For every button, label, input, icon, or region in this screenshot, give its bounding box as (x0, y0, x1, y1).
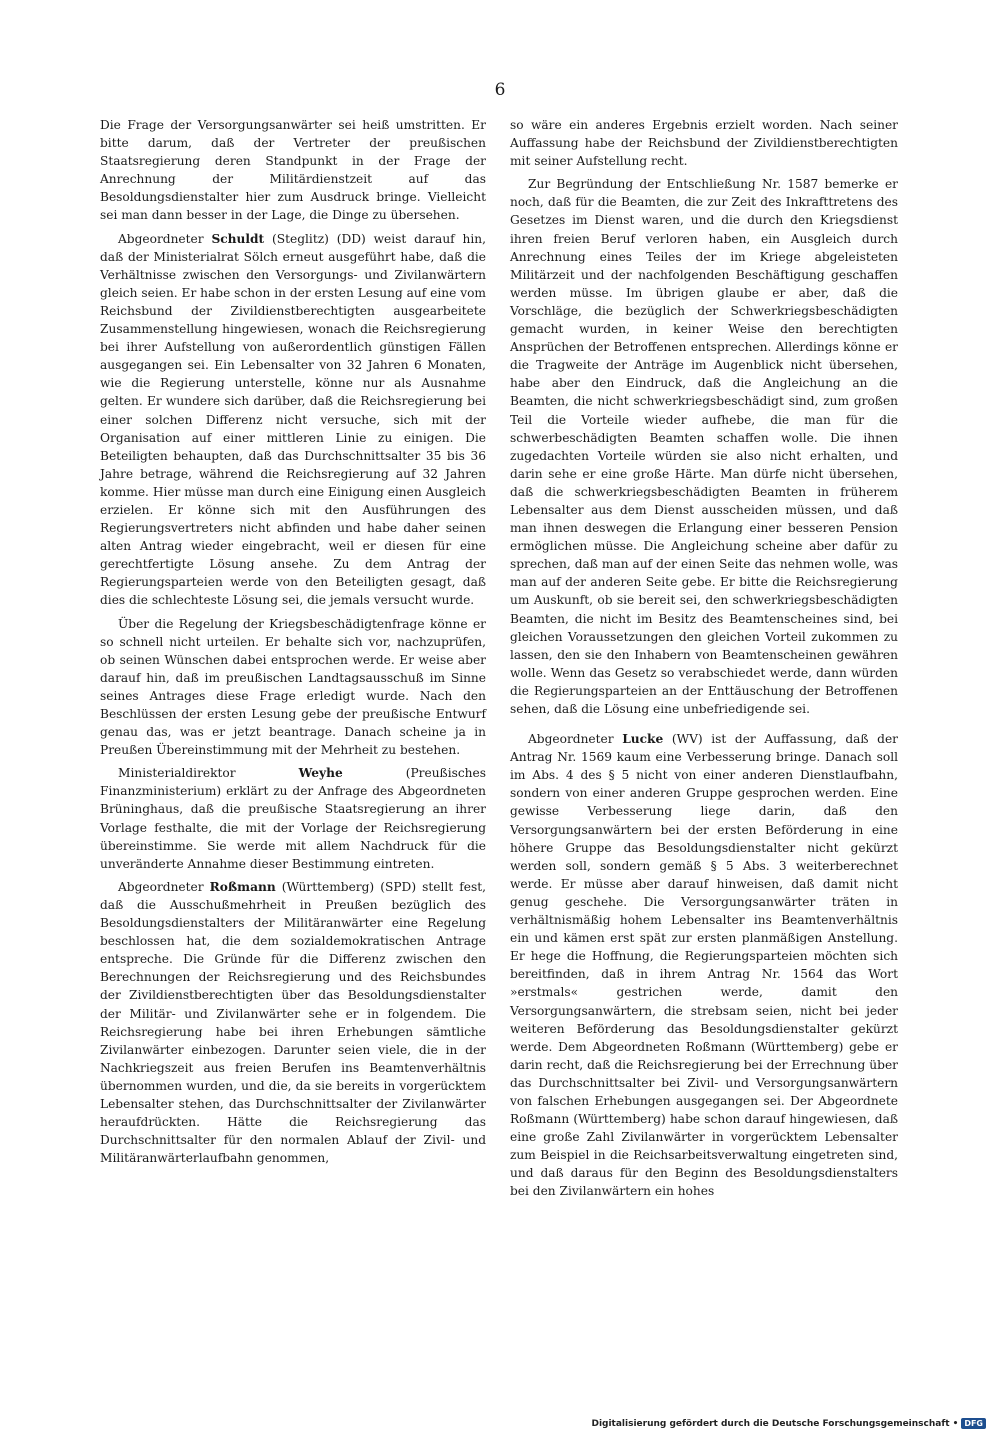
dfg-logo: DFG (961, 1418, 986, 1429)
left-column (100, 116, 486, 1172)
speech-text: (Württemberg) (SPD) stellt fest, daß die Ausschußmehrheit in Preußen bezüglich des Besoldungsdienstalters der Militäranwärter eine Regelung beschlossen hat, die dem sozialdemokratischen Antrage entspreche. Die Gründe für die Differenz zwischen den Berechnungen der Reichsregierung und des Reichsbundes der Zivildienstberechtigten über das Besoldungsdienstalter der Militär- und Zivilanwärter sehe er in folgendem. Die Reichsregierung habe bei ihren Erhebungen sämtliche Zivilanwärter einbezogen. Darunter seien viele, die in der Nachkriegszeit aus freien Berufen ins Beamtenverhältnis übernommen wurden, und die, da sie bereits in vorgerücktem Lebensalter stehen, das Durchschnittsalter der Zivilanwärter heraufdrückten. Hätte die Reichsregierung das Durchschnittsalter für den normalen Ablauf der Zivil- und Militäranwärterlaufbahn genommen, (100, 879, 486, 1166)
left-paragraph-1: Die Frage der Versorgungsanwärter sei heiß umstritten. Er bitte darum, daß der Vertreter der preußischen Staatsregierung deren Standpunkt in der Frage der Anrechnung der Militärdienstzeit auf das Besoldungsdienstalter hier zum Ausdruck bringe. Vielleicht sei man dann besser in der Lage, die Dinge zu übersehen. (100, 118, 486, 223)
left-paragraph-5 (100, 878, 486, 1168)
page-number: 6 (494, 80, 506, 100)
speaker-name-schuldt: Schuldt (211, 231, 265, 246)
speaker-title: Abgeordneter (118, 231, 204, 246)
footer-credit (591, 1418, 986, 1429)
right-paragraph-3 (510, 730, 898, 1200)
footer-text: Digitalisierung gefördert durch die Deutsche Forschungsgemeinschaft (591, 1418, 950, 1429)
left-paragraph-3: Über die Regelung der Kriegsbeschädigtenfrage könne er so schnell nicht urteilen. Er behalte sich vor, nachzuprüfen, ob seinen Wünschen dabei entsprochen werde. Er weise aber darauf hin, daß im preußischen Landtagsausschuß im Sinne seines Antrages diese Frage erledigt wurde. Nach den Beschlüssen der ersten Lesung gebe der preußische Entwurf genau das, was er jetzt beantrage. Danach scheine ja in Preußen Übereinstimmung mit der Mehrheit zu bestehen. (100, 616, 486, 758)
footer-separator: • (952, 1418, 959, 1429)
right-column (510, 116, 898, 1206)
right-paragraph-2: Zur Begründung der Entschließung Nr. 1587 bemerke er noch, daß für die Beamten, die zur Zeit des Inkrafttretens des Gesetzes im Dienst waren, und die durch den Kriegsdienst ihren freien Beruf verloren haben, ein Ausgleich durch Anrechnung eines Teiles der im Kriege abgeleisteten Militärzeit und der nachfolgenden Beschäftigung geschaffen werden müsse. Im übrigen glaube er aber, daß die Vorschläge, die bezüglich der Schwerkriegsbeschädigten gemacht wurden, in keiner Weise den berechtigten Ansprüchen der Betroffenen entsprechen. Allerdings könne er die Tragweite der Anträge im Augenblick nicht übersehen, habe aber den Eindruck, daß die Angleichung an die Beamten, die nicht schwerkriegsbeschädigt sind, zum großen Teil die Vorteile wieder aufhebe, die man für die schwerbeschädigten Beamten schaffen wolle. Die ihnen zugedachten Vorteile würden sie also nicht erhalten, und darin sehe er eine große Härte. Man dürfe nicht übersehen, daß die schwerkriegsbeschädigten Beamten in früherem Lebensalter aus dem Dienst ausscheiden müssen, und daß man ihnen deswegen die Erlangung einer besseren Pension ermöglichen müsse. Die Angleichung scheine aber dafür zu sprechen, daß man auf der einen Seite das nehmen wolle, was man auf der anderen Seite gebe. Er bitte die Reichsregierung um Auskunft, ob sie bereit sei, den schwerkriegsbeschädigten Beamten, die nicht im Besitz des Beamtenscheines sind, bei gleichen Voraussetzungen den gleichen Vorteil zukommen zu lassen, den sie den Inhabern von Beamtenscheinen gewähren wolle. Wenn das Gesetz so verabschiedet werde, dann würden die Regierungsparteien an der Enttäuschung der Betroffenen sehen, daß die Lösung eine unbefriedigende sei. (510, 177, 898, 716)
right-paragraph-1: so wäre ein anderes Ergebnis erzielt worden. Nach seiner Auffassung habe der Reichsbund der Zivildienstberechtigten mit seiner Aufstellung recht. (510, 118, 898, 169)
speech-text: (Preußisches Finanzministerium) erklärt zu der Anfrage des Abgeordneten Brüninghaus, daß die preußische Staatsregierung an ihrer Vorlage festhalte, die mit der Vorlage der Reichsregierung übereinstimme. Sie werde mit allem Nachdruck für die unveränderte Annahme dieser Bestimmung eintreten. (100, 766, 486, 871)
left-paragraph-2 (100, 230, 486, 610)
speech-text: (WV) ist der Auffassung, daß der Antrag Nr. 1569 kaum eine Verbesserung bringe. Danach soll im Abs. 4 des § 5 nicht von einer anderen Dienstlaufbahn, sondern von einer anderen Gruppe gesprochen werden. Eine gewisse Verbesserung liege darin, daß den Versorgungsanwärtern bei der ersten Beförderung in eine höhere Gruppe das Besoldungsdienstalter nicht gekürzt werden soll, sondern gemäß § 5 Abs. 3 weiterberechnet werde. Er müsse aber darauf hinweisen, daß damit nicht genug geschehe. Die Versorgungsanwärter träten in verhältnismäßig hohem Lebensalter ins Beamtenverhältnis ein und kämen erst spät zur ersten planmäßigen Anstellung. Er hege die Hoffnung, die Regierungsparteien möchten sich bereitfinden, daß in ihrem Antrag Nr. 1564 das Wort »erstmals« gestrichen werde, damit den Versorgungsanwärtern, die strebsam seien, nicht bei jeder weiteren Beförderung das Besoldungsdienstalter gekürzt werde. Dem Abgeordneten Roßmann (Württemberg) gebe er darin recht, daß die Reichsregierung bei der Errechnung über das Durchschnittsalter bei Zivil- und Versorgungsanwärtern von falschen Erhebungen ausgegangen sei. Der Abgeordnete Roßmann (Württemberg) habe schon darauf hingewiesen, daß eine große Zahl Zivilanwärter in vorgerücktem Lebensalter zum Beispiel in die Reichsarbeitsverwaltung eingetreten sind, und daß daraus für den Beginn des Besoldungsdienstalters bei den Zivilanwärtern ein hohes (510, 732, 899, 1199)
speech-text: (Steglitz) (DD) weist darauf hin, daß der Ministerialrat Sölch erneut ausgeführt habe, daß die Verhältnisse zwischen den Versorgungs- und Zivilanwärtern gleich seien. Er habe schon in der ersten Lesung auf eine vom Reichsbund der Zivildienstberechtigten ausgearbeitete Zusammenstellung hingewiesen, wonach die Reichsregierung bei ihrer Aufstellung von außerordentlich günstigen Fällen ausgegangen sei. Ein Lebensalter von 32 Jahren 6 Monaten, wie die Regierung unterstelle, könne nur als Ausnahme gelten. Er wundere sich darüber, daß die Reichsregierung bei einer solchen Differenz nicht versuche, sich mit der Organisation auf einer mittleren Linie zu einigen. Die Beteiligten behaupten, daß das Durchschnittsalter 35 bis 36 Jahre betrage, während die Reichsregierung auf 32 Jahren komme. Hier müsse man durch eine Einigung einen Ausgleich erzielen. Er könne sich mit den Ausführungen des Regierungsvertreters nicht abfinden und habe daher seinen alten Antrag wieder eingebracht, weil er diesen für eine gerechtfertigte Lösung ansehe. Zu dem Antrag der Regierungsparteien werde von den Beteiligten gesagt, daß dies die schlechteste Lösung sei, die jemals versucht wurde. (100, 231, 486, 608)
left-paragraph-4 (100, 764, 486, 873)
speaker-name-rossmann: Roßmann (209, 879, 276, 894)
speaker-name-lucke: Lucke (622, 732, 664, 747)
speaker-name-weyhe: Weyhe (298, 766, 343, 781)
speaker-title: Abgeordneter (528, 732, 614, 747)
speaker-title: Abgeordneter (118, 879, 204, 894)
speaker-title: Ministerialdirektor (118, 766, 236, 781)
